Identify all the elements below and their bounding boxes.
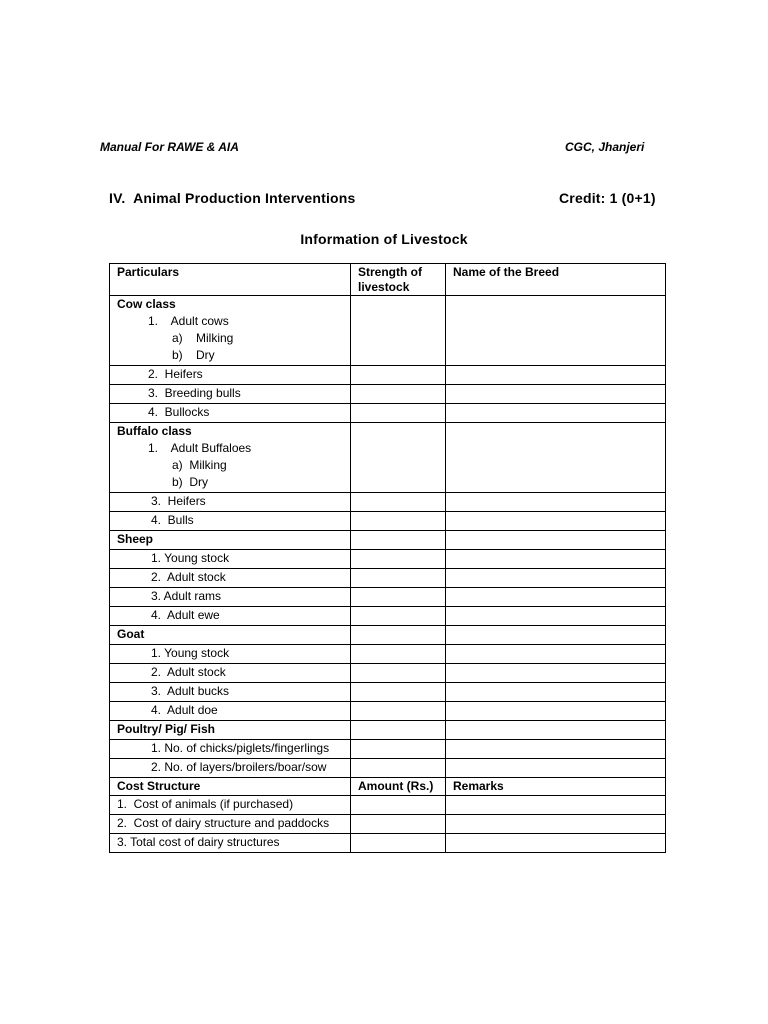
sheep-item-ewe: 4. Adult ewe (151, 608, 220, 622)
table-cell (351, 759, 446, 778)
table-cell (351, 796, 446, 815)
table-cell (351, 702, 446, 721)
goat-title: Goat (117, 627, 145, 641)
table-cell (351, 366, 446, 385)
section-credit: Credit: 1 (0+1) (559, 190, 656, 206)
table-row (110, 588, 666, 607)
table-row (110, 493, 666, 512)
table-row (110, 366, 666, 385)
table-row (110, 531, 666, 550)
poultry-item-young: 1. No. of chicks/piglets/fingerlings (151, 741, 330, 755)
table-cell (351, 385, 446, 404)
header-institution: CGC, Jhanjeri (565, 140, 645, 154)
table-cell (446, 404, 666, 423)
header-breed: Name of the Breed (446, 264, 666, 296)
table-cell (446, 296, 666, 366)
table-cell (351, 815, 446, 834)
cow-class-title: Cow class (117, 297, 176, 311)
goat-item-adult: 2. Adult stock (151, 665, 226, 679)
table-row (110, 796, 666, 815)
table-cell (351, 740, 446, 759)
cost-item-dairy-structure: 2. Cost of dairy structure and paddocks (117, 816, 330, 830)
cost-header-remarks: Remarks (446, 778, 666, 796)
table-cell (446, 721, 666, 740)
table-cell (446, 423, 666, 493)
cow-sub-dry: b) Dry (172, 348, 215, 362)
table-row (110, 626, 666, 645)
cow-item-adult: 1. Adult cows (148, 314, 229, 328)
table-row (110, 404, 666, 423)
table-cell (351, 531, 446, 550)
livestock-table (109, 263, 666, 853)
table-cell (446, 645, 666, 664)
table-cell (446, 550, 666, 569)
table-cell (351, 404, 446, 423)
table-cell (351, 512, 446, 531)
sheep-item-young: 1. Young stock (151, 551, 230, 565)
table-row (110, 385, 666, 404)
table-cell (446, 607, 666, 626)
table-cell (446, 626, 666, 645)
table-cell (446, 834, 666, 853)
table-cell (446, 569, 666, 588)
table-cell (446, 683, 666, 702)
table-row (110, 702, 666, 721)
table-row (110, 512, 666, 531)
table-title: Information of Livestock (300, 231, 468, 247)
cost-header-row (110, 778, 666, 796)
header-strength: Strength of livestock (351, 264, 446, 296)
table-row (110, 607, 666, 626)
table-cell (446, 588, 666, 607)
sheep-item-rams: 3. Adult rams (151, 589, 222, 603)
buffalo-class-title: Buffalo class (117, 424, 192, 438)
goat-item-young: 1. Young stock (151, 646, 230, 660)
table-cell (351, 493, 446, 512)
cow-item-breeding-bulls: 3. Breeding bulls (148, 386, 241, 400)
table-cell (446, 512, 666, 531)
table-row (110, 815, 666, 834)
table-cell (446, 796, 666, 815)
table-cell (351, 664, 446, 683)
table-row (110, 550, 666, 569)
table-cell (351, 296, 446, 366)
table-row (110, 759, 666, 778)
header-particulars: Particulars (110, 264, 351, 296)
goat-item-bucks: 3. Adult bucks (151, 684, 230, 698)
table-cell (351, 550, 446, 569)
table-row (110, 296, 666, 366)
table-row (110, 645, 666, 664)
table-cell (446, 493, 666, 512)
table-cell (446, 740, 666, 759)
cow-item-bullocks: 4. Bullocks (148, 405, 210, 419)
buffalo-item-bulls: 4. Bulls (151, 513, 194, 527)
buffalo-item-heifers: 3. Heifers (151, 494, 206, 508)
cow-class-cell (110, 296, 351, 366)
table-cell (351, 626, 446, 645)
cost-item-total: 3. Total cost of dairy structures (117, 835, 280, 849)
goat-item-doe: 4. Adult doe (151, 703, 218, 717)
table-cell (351, 721, 446, 740)
table-row (110, 569, 666, 588)
cost-item-animals: 1. Cost of animals (if purchased) (117, 797, 294, 811)
table-row (110, 834, 666, 853)
table-row (110, 683, 666, 702)
table-cell (446, 366, 666, 385)
table-row (110, 721, 666, 740)
table-cell (351, 645, 446, 664)
poultry-title: Poultry/ Pig/ Fish (117, 722, 216, 736)
table-cell (351, 607, 446, 626)
buffalo-sub-milking: a) Milking (172, 458, 227, 472)
table-cell (446, 759, 666, 778)
buffalo-sub-dry: b) Dry (172, 475, 208, 489)
sheep-item-adult: 2. Adult stock (151, 570, 226, 584)
table-cell (446, 385, 666, 404)
table-cell (351, 834, 446, 853)
table-header-row (110, 264, 666, 296)
table-row (110, 664, 666, 683)
table-cell (351, 588, 446, 607)
cow-item-heifers: 2. Heifers (148, 367, 203, 381)
table-cell (351, 569, 446, 588)
table-row (110, 740, 666, 759)
table-cell (446, 664, 666, 683)
table-cell (351, 683, 446, 702)
cow-sub-milking: a) Milking (172, 331, 234, 345)
cost-header-structure: Cost Structure (110, 778, 351, 796)
cost-header-amount: Amount (Rs.) (351, 778, 446, 796)
poultry-item-adult: 2. No. of layers/broilers/boar/sow (151, 760, 327, 774)
table-cell (446, 531, 666, 550)
section-title: IV. Animal Production Interventions (109, 190, 356, 206)
table-row (110, 423, 666, 493)
buffalo-item-adult: 1. Adult Buffaloes (148, 441, 252, 455)
header-manual-title: Manual For RAWE & AIA (100, 140, 239, 154)
table-cell (446, 815, 666, 834)
table-cell (351, 423, 446, 493)
buffalo-class-cell (110, 423, 351, 493)
sheep-title: Sheep (117, 532, 154, 546)
table-cell (446, 702, 666, 721)
